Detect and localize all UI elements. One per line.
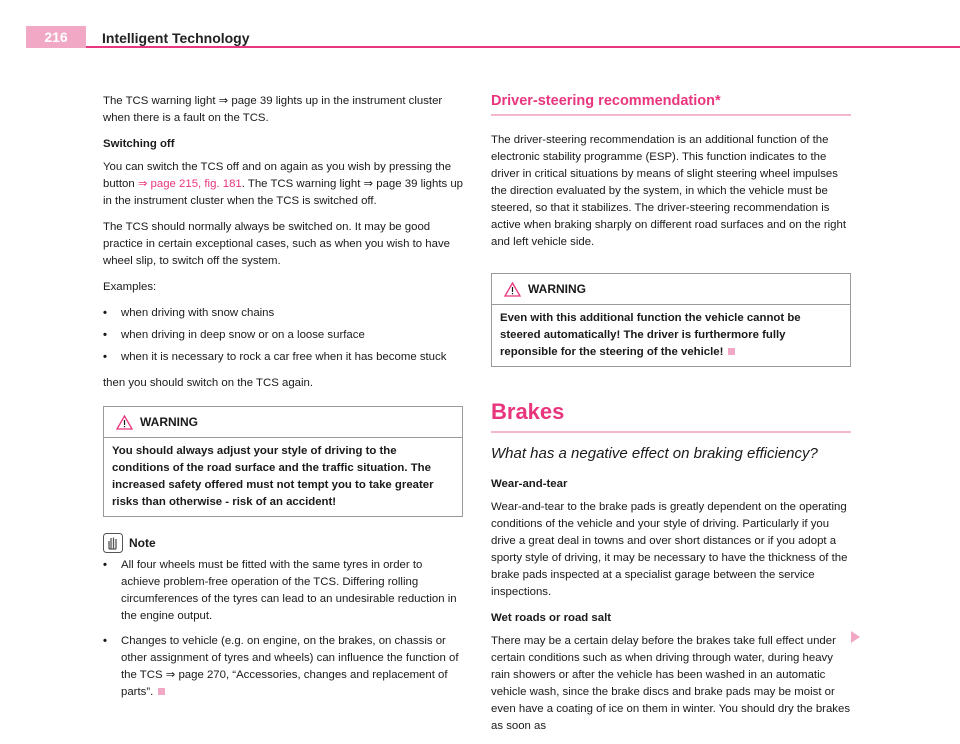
paragraph: Wear-and-tear to the brake pads is greatly dependent on the operating conditions of the vehicle and your style of driving. Particularly if you drive a great deal in towns and over short distances or if you adopt a sporty style of driving, it may be necessary to have the thickness of the brake pads inspected at a specialist garage between the service inspections. [491,501,848,598]
subheading-switching-off: Switching off [103,138,175,150]
paragraph: The TCS warning light ⇒ page 39 lights up in the instrument cluster when there is a fault on the TCS. [103,95,443,124]
page-number: 216 [26,26,86,48]
left-column [103,93,463,706]
list-item [103,327,463,344]
warning-text: You should always adjust your style of driving to the conditions of the road surface and the traffic situation. The increased safety offered must not tempt you to take greater risks than otherwise - risk of an accident! [112,445,434,508]
warning-triangle-icon [504,282,521,297]
subheading-wear: Wear-and-tear [491,478,568,490]
text: . The TCS warning light ⇒ page 39 lights up in the instrument cluster when the TCS is switched off. [103,178,464,207]
chapter-heading: Brakes [491,399,851,433]
note-header [103,533,463,553]
header-rule [86,46,960,48]
paragraph: then you should switch on the TCS again. [103,377,314,389]
bullet-icon: • [103,559,107,571]
warning-header [104,407,462,438]
warning-box [103,406,463,517]
warning-text [492,305,850,366]
subheading-wet-roads: Wet roads or road salt [491,612,612,624]
list-item [103,633,463,701]
list-item-text: when driving with snow chains [121,307,275,319]
bullet-icon: • [103,351,107,363]
subsection-heading: What has a negative effect on braking efficiency? [491,445,818,462]
list-item [103,305,463,322]
text: You can switch the TCS off and on again as you wish by pressing the button [103,161,452,190]
right-column [491,93,851,744]
paragraph: Examples: [103,281,157,293]
section-end-marker [158,688,165,695]
list-item-text: Changes to vehicle (e.g. on engine, on the brakes, on chassis or other assignment of tyres and wheels) can influence the function of the TCS ⇒ page 270, “Accessories, changes and replacement of parts”. [121,635,459,698]
warning-body-text: Even with this additional function the vehicle cannot be steered automatically! The driver is furthermore fully reponsible for the steering of the vehicle! [500,312,801,358]
page-header [26,26,960,48]
bullet-icon: • [103,307,107,319]
continue-arrow-icon[interactable] [850,631,860,643]
warning-header [492,274,850,305]
note-hand-icon [103,533,123,553]
list-item [103,349,463,366]
list-item-text: when it is necessary to rock a car free when it has become stuck [121,351,447,363]
section-heading: Driver-steering recommendation* [491,93,851,116]
bullet-icon: • [103,635,107,647]
paragraph: There may be a certain delay before the brakes take full effect under certain conditions such as when driving through water, during heavy rain showers or after the vehicle has been washed in an automatic vehicle wash, since the brake discs and brake pads may be moist or even have a coating of ice on them in winter. You should dry the brakes as soon as [491,635,851,732]
list-item-text: when driving in deep snow or on a loose surface [121,329,365,341]
list-item-text: All four wheels must be fitted with the same tyres in order to achieve problem-free operation of the TCS. Differing rolling circumferences of the tyres can lead to an undesirable reduction in the engine output. [121,559,457,622]
warning-title: WARNING [140,414,198,429]
page-link[interactable]: ⇒ page 215, fig. 181 [137,178,242,190]
section-end-marker [728,348,735,355]
warning-triangle-icon [116,415,133,430]
paragraph: The TCS should normally always be switched on. It may be good practice in certain exceptional cases, such as when you wish to have wheel slip, to switch off the system. [103,221,450,267]
paragraph: The driver-steering recommendation is an additional function of the electronic stability programme (ESP). This function indicates to the driver in critical situations by means of slight steering wheel impulses the direction evaluated by the system, in which the vehicle must be steered, so that it stabilizes. The driver-steering recommendation is active when braking sharply on different road surfaces and on the right and left vehicle side. [491,134,847,248]
list-item [103,557,463,625]
warning-box [491,273,851,367]
warning-title: WARNING [528,281,586,296]
chapter-title: Intelligent Technology [102,30,250,46]
paragraph [103,159,463,210]
note-title: Note [129,535,156,550]
bullet-icon: • [103,329,107,341]
